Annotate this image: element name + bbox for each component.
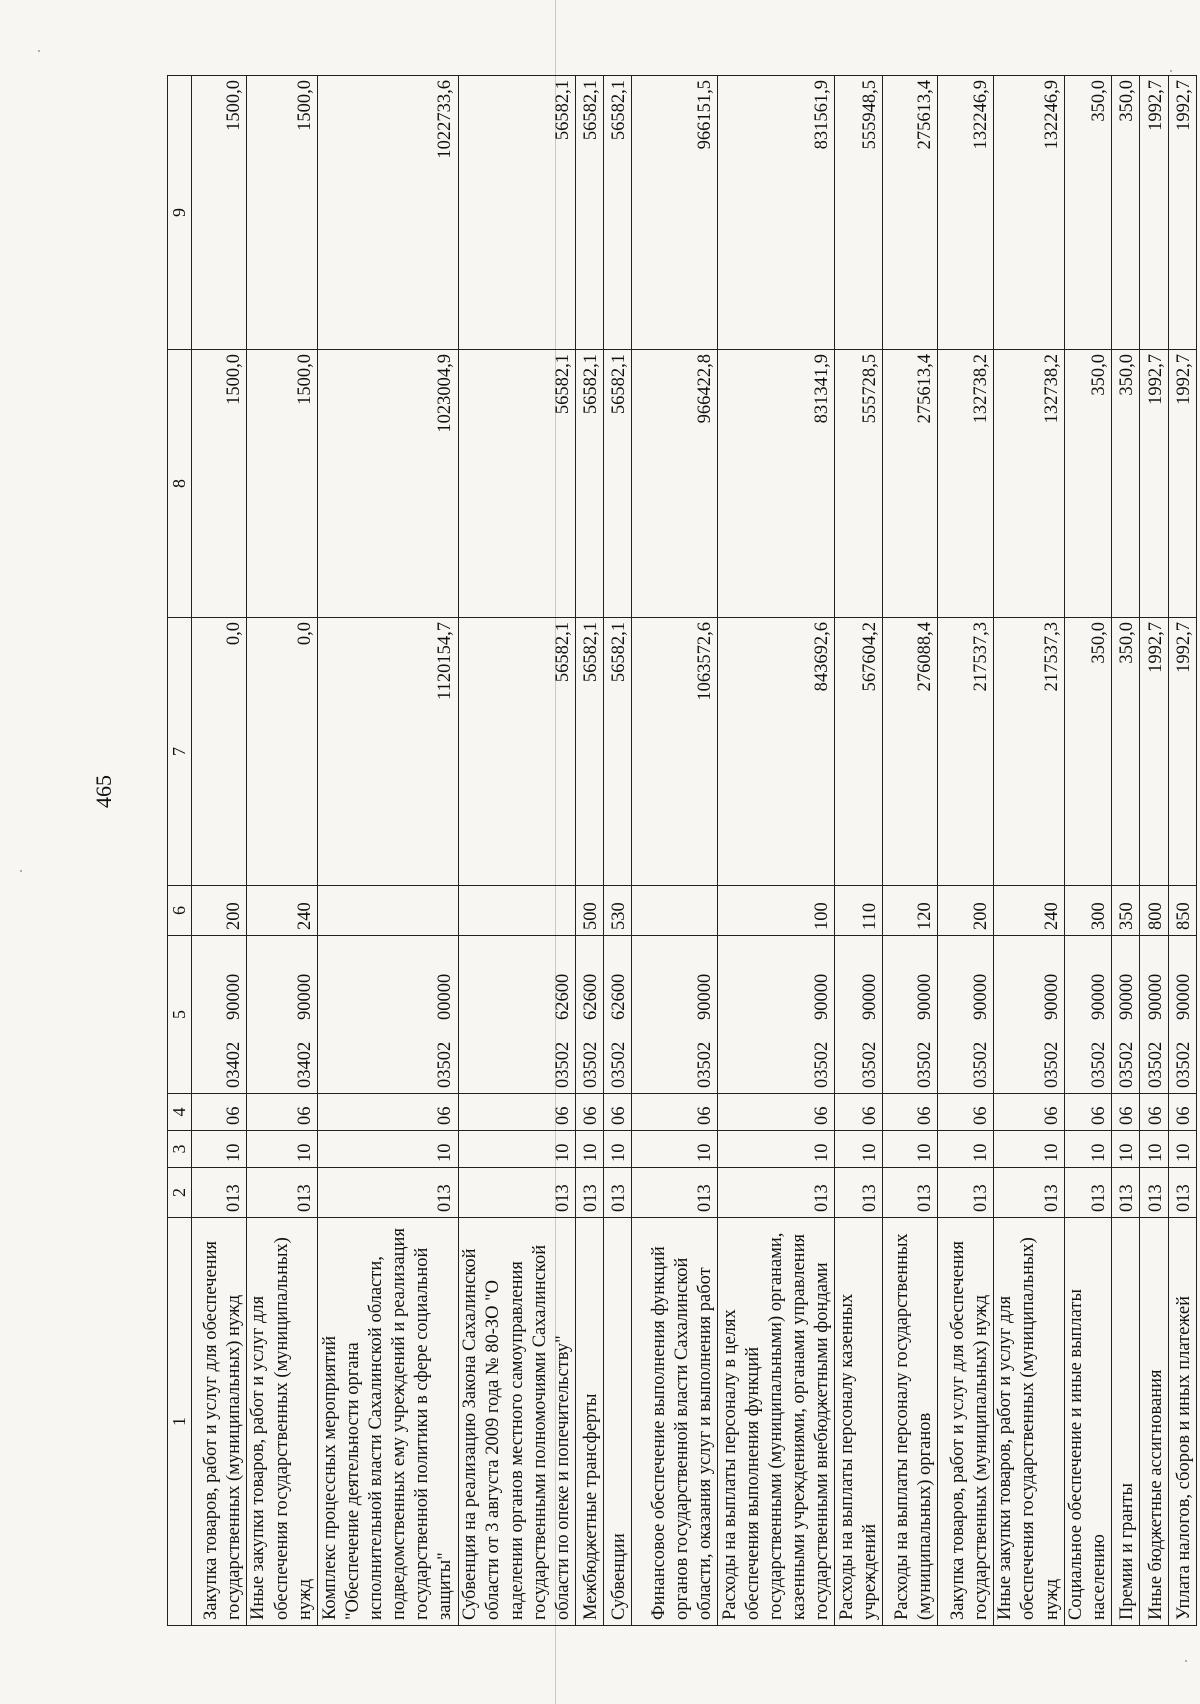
amount-col8-cell: 966422,8 bbox=[632, 350, 718, 618]
table-row bbox=[458, 76, 575, 1626]
target-article-cell bbox=[993, 936, 1064, 1094]
target-article-program-part: 03502 bbox=[609, 1041, 630, 1088]
amount-col7-cell: 276088,4 bbox=[883, 618, 938, 886]
subsection-cell: 06 bbox=[835, 1094, 883, 1131]
target-article-cell bbox=[458, 936, 575, 1094]
table-row bbox=[632, 76, 718, 1626]
amount-col9-cell: 275613,4 bbox=[883, 76, 938, 350]
header-row bbox=[168, 76, 192, 1626]
expense-type-cell: 800 bbox=[1140, 886, 1168, 936]
amount-col7-cell: 1063572,6 bbox=[632, 618, 718, 886]
section-cell: 10 bbox=[835, 1131, 883, 1168]
amount-col8-cell: 1500,0 bbox=[246, 350, 317, 618]
section-cell: 10 bbox=[604, 1131, 632, 1168]
target-article-program-part: 03502 bbox=[915, 1041, 936, 1088]
target-article-cell bbox=[575, 936, 603, 1094]
amount-col7-cell: 567604,2 bbox=[835, 618, 883, 886]
expense-type-cell: 850 bbox=[1168, 886, 1196, 936]
subsection-cell: 06 bbox=[604, 1094, 632, 1131]
column-header-6: 6 bbox=[168, 886, 192, 936]
target-article-direction-part: 90000 bbox=[223, 973, 244, 1020]
amount-col8-cell: 56582,1 bbox=[575, 350, 603, 618]
amount-col8-cell: 1992,7 bbox=[1140, 350, 1168, 618]
amount-col9-cell: 56582,1 bbox=[604, 76, 632, 350]
amount-col8-cell: 1992,7 bbox=[1168, 350, 1196, 618]
amount-col7-cell: 350,0 bbox=[1112, 618, 1140, 886]
subsection-cell: 06 bbox=[575, 1094, 603, 1131]
row-name-cell: Иные бюджетные ассигнования bbox=[1140, 1218, 1168, 1626]
target-article-cell bbox=[1064, 936, 1112, 1094]
target-article-program-part: 03502 bbox=[581, 1041, 602, 1088]
target-article-direction-part: 62600 bbox=[581, 973, 602, 1020]
column-header-8: 8 bbox=[168, 350, 192, 618]
ministry-code-cell: 013 bbox=[317, 1168, 458, 1218]
target-article-direction-part: 90000 bbox=[859, 973, 880, 1020]
amount-col7-cell: 1992,7 bbox=[1140, 618, 1168, 886]
row-name-cell: Расходы на выплаты персоналу казенных учреждений bbox=[835, 1218, 883, 1626]
table-row bbox=[1140, 76, 1168, 1626]
scan-speck bbox=[1185, 1660, 1187, 1662]
table-row bbox=[1064, 76, 1112, 1626]
target-article-program-part: 03502 bbox=[1117, 1041, 1138, 1088]
expense-type-cell: 120 bbox=[883, 886, 938, 936]
row-name-cell: Уплата налогов, сборов и иных платежей bbox=[1168, 1218, 1196, 1626]
row-name-cell: Расходы на выплаты персоналу государственных (муниципальных) органов bbox=[883, 1218, 938, 1626]
section-cell: 10 bbox=[938, 1131, 993, 1168]
target-article-direction-part: 90000 bbox=[1041, 973, 1062, 1020]
amount-col8-cell: 132738,2 bbox=[993, 350, 1064, 618]
target-article-program-part: 03502 bbox=[812, 1041, 833, 1088]
row-name-cell: Закупка товаров, работ и услуг для обеспечения государственных (муниципальных) нужд bbox=[938, 1218, 993, 1626]
table-row bbox=[883, 76, 938, 1626]
target-article-direction-part: 90000 bbox=[1089, 973, 1110, 1020]
amount-col7-cell: 0,0 bbox=[191, 618, 246, 886]
amount-col7-cell: 1120154,7 bbox=[317, 618, 458, 886]
table-row bbox=[317, 76, 458, 1626]
expense-type-cell: 200 bbox=[191, 886, 246, 936]
amount-col8-cell: 56582,1 bbox=[604, 350, 632, 618]
target-article-direction-part: 90000 bbox=[812, 973, 833, 1020]
amount-col8-cell: 555728,5 bbox=[835, 350, 883, 618]
ministry-code-cell: 013 bbox=[1112, 1168, 1140, 1218]
amount-col7-cell: 56582,1 bbox=[604, 618, 632, 886]
scan-speck bbox=[1170, 70, 1172, 72]
subsection-cell: 06 bbox=[246, 1094, 317, 1131]
target-article-direction-part: 90000 bbox=[1173, 973, 1194, 1020]
column-header-2: 2 bbox=[168, 1168, 192, 1218]
target-article-program-part: 03502 bbox=[1089, 1041, 1110, 1088]
column-header-7: 7 bbox=[168, 618, 192, 886]
subsection-cell: 06 bbox=[1112, 1094, 1140, 1131]
section-cell: 10 bbox=[883, 1131, 938, 1168]
column-header-5: 5 bbox=[168, 936, 192, 1094]
target-article-program-part: 03502 bbox=[694, 1041, 715, 1088]
amount-col8-cell: 350,0 bbox=[1112, 350, 1140, 618]
ministry-code-cell: 013 bbox=[1064, 1168, 1112, 1218]
row-name-cell: Субвенция на реализацию Закона Сахалинской области от 3 августа 2009 года № 80-ЗО "О наделении органов местного самоуправления государственными полномочиями Сахалинской области по опеке и попечительству" bbox=[458, 1218, 575, 1626]
subsection-cell: 06 bbox=[718, 1094, 835, 1131]
amount-col9-cell: 350,0 bbox=[1112, 76, 1140, 350]
amount-col8-cell: 831341,9 bbox=[718, 350, 835, 618]
scan-speck bbox=[20, 870, 22, 872]
section-cell: 10 bbox=[632, 1131, 718, 1168]
amount-col9-cell: 1500,0 bbox=[191, 76, 246, 350]
column-header-1: 1 bbox=[168, 1218, 192, 1626]
row-name-cell: Финансовое обеспечение выполнения функций органов государственной власти Сахалинской области, оказания услуг и выполнения работ bbox=[632, 1218, 718, 1626]
section-cell: 10 bbox=[1168, 1131, 1196, 1168]
ministry-code-cell: 013 bbox=[604, 1168, 632, 1218]
table-row bbox=[835, 76, 883, 1626]
ministry-code-cell: 013 bbox=[718, 1168, 835, 1218]
table-row bbox=[993, 76, 1064, 1626]
target-article-cell bbox=[1140, 936, 1168, 1094]
subsection-cell: 06 bbox=[1140, 1094, 1168, 1131]
subsection-cell: 06 bbox=[1064, 1094, 1112, 1131]
budget-table-rotated bbox=[167, 76, 1197, 1626]
section-cell: 10 bbox=[246, 1131, 317, 1168]
row-name-cell: Комплекс процессных мероприятий "Обеспечение деятельности органа исполнительной власти Сахалинской области, подведомственных ему учреждений и реализация государственной политики в сфере социальной защиты" bbox=[317, 1218, 458, 1626]
target-article-direction-part: 62600 bbox=[609, 973, 630, 1020]
table-row bbox=[1112, 76, 1140, 1626]
amount-col7-cell: 217537,3 bbox=[938, 618, 993, 886]
amount-col9-cell: 1992,7 bbox=[1140, 76, 1168, 350]
target-article-direction-part: 90000 bbox=[970, 973, 991, 1020]
amount-col9-cell: 966151,5 bbox=[632, 76, 718, 350]
target-article-program-part: 03502 bbox=[970, 1041, 991, 1088]
section-cell: 10 bbox=[993, 1131, 1064, 1168]
scan-speck bbox=[38, 50, 40, 52]
subsection-cell: 06 bbox=[993, 1094, 1064, 1131]
amount-col7-cell: 0,0 bbox=[246, 618, 317, 886]
expense-type-cell: 350 bbox=[1112, 886, 1140, 936]
subsection-cell: 06 bbox=[191, 1094, 246, 1131]
target-article-cell bbox=[718, 936, 835, 1094]
ministry-code-cell: 013 bbox=[835, 1168, 883, 1218]
ministry-code-cell: 013 bbox=[575, 1168, 603, 1218]
table-body bbox=[191, 76, 1197, 1626]
row-name-cell: Премии и гранты bbox=[1112, 1218, 1140, 1626]
row-name-cell: Закупка товаров, работ и услуг для обеспечения государственных (муниципальных) нужд bbox=[191, 1218, 246, 1626]
target-article-cell bbox=[632, 936, 718, 1094]
amount-col9-cell: 132246,9 bbox=[993, 76, 1064, 350]
column-header-4: 4 bbox=[168, 1094, 192, 1131]
amount-col8-cell: 350,0 bbox=[1064, 350, 1112, 618]
expense-type-cell bbox=[632, 886, 718, 936]
section-cell: 10 bbox=[317, 1131, 458, 1168]
subsection-cell: 06 bbox=[317, 1094, 458, 1131]
amount-col8-cell: 275613,4 bbox=[883, 350, 938, 618]
section-cell: 10 bbox=[1140, 1131, 1168, 1168]
amount-col7-cell: 350,0 bbox=[1064, 618, 1112, 886]
amount-col9-cell: 56582,1 bbox=[575, 76, 603, 350]
expense-type-cell: 100 bbox=[718, 886, 835, 936]
section-cell: 10 bbox=[191, 1131, 246, 1168]
ministry-code-cell: 013 bbox=[632, 1168, 718, 1218]
budget-table bbox=[167, 75, 1197, 1626]
subsection-cell: 06 bbox=[458, 1094, 575, 1131]
expense-type-cell: 200 bbox=[938, 886, 993, 936]
target-article-cell bbox=[191, 936, 246, 1094]
ministry-code-cell: 013 bbox=[191, 1168, 246, 1218]
row-name-cell: Иные закупки товаров, работ и услуг для обеспечения государственных (муниципальных) нужд bbox=[246, 1218, 317, 1626]
amount-col7-cell: 56582,1 bbox=[458, 618, 575, 886]
target-article-cell bbox=[317, 936, 458, 1094]
amount-col9-cell: 831561,9 bbox=[718, 76, 835, 350]
table-row bbox=[718, 76, 835, 1626]
target-article-cell bbox=[938, 936, 993, 1094]
column-header-9: 9 bbox=[168, 76, 192, 350]
ministry-code-cell: 013 bbox=[1140, 1168, 1168, 1218]
amount-col8-cell: 56582,1 bbox=[458, 350, 575, 618]
target-article-program-part: 03502 bbox=[435, 1041, 456, 1088]
row-name-cell: Субвенции bbox=[604, 1218, 632, 1626]
section-cell: 10 bbox=[1112, 1131, 1140, 1168]
subsection-cell: 06 bbox=[1168, 1094, 1196, 1131]
table-row bbox=[938, 76, 993, 1626]
target-article-program-part: 03502 bbox=[1173, 1041, 1194, 1088]
row-name-cell: Социальное обеспечение и иные выплаты населению bbox=[1064, 1218, 1112, 1626]
ministry-code-cell: 013 bbox=[993, 1168, 1064, 1218]
expense-type-cell bbox=[458, 886, 575, 936]
subsection-cell: 06 bbox=[883, 1094, 938, 1131]
table-row bbox=[604, 76, 632, 1626]
target-article-program-part: 03502 bbox=[552, 1041, 573, 1088]
expense-type-cell bbox=[317, 886, 458, 936]
column-header-3: 3 bbox=[168, 1131, 192, 1168]
amount-col8-cell: 132738,2 bbox=[938, 350, 993, 618]
target-article-cell bbox=[835, 936, 883, 1094]
section-cell: 10 bbox=[575, 1131, 603, 1168]
amount-col9-cell: 555948,5 bbox=[835, 76, 883, 350]
target-article-program-part: 03502 bbox=[859, 1041, 880, 1088]
table-row bbox=[246, 76, 317, 1626]
expense-type-cell: 530 bbox=[604, 886, 632, 936]
table-row bbox=[575, 76, 603, 1626]
target-article-direction-part: 90000 bbox=[294, 973, 315, 1020]
subsection-cell: 06 bbox=[632, 1094, 718, 1131]
target-article-direction-part: 90000 bbox=[1145, 973, 1166, 1020]
ministry-code-cell: 013 bbox=[883, 1168, 938, 1218]
page-number: 465 bbox=[91, 775, 116, 808]
target-article-program-part: 03402 bbox=[294, 1041, 315, 1088]
amount-col8-cell: 1500,0 bbox=[191, 350, 246, 618]
table-row bbox=[1168, 76, 1196, 1626]
target-article-direction-part: 90000 bbox=[694, 973, 715, 1020]
target-article-cell bbox=[246, 936, 317, 1094]
ministry-code-cell: 013 bbox=[938, 1168, 993, 1218]
row-name-cell: Межбюджетные трансферты bbox=[575, 1218, 603, 1626]
ministry-code-cell: 013 bbox=[458, 1168, 575, 1218]
target-article-cell bbox=[883, 936, 938, 1094]
target-article-direction-part: 90000 bbox=[1117, 973, 1138, 1020]
amount-col9-cell: 1992,7 bbox=[1168, 76, 1196, 350]
row-name-cell: Иные закупки товаров, работ и услуг для обеспечения государственных (муниципальных) нужд bbox=[993, 1218, 1064, 1626]
section-cell: 10 bbox=[718, 1131, 835, 1168]
amount-col9-cell: 1022733,6 bbox=[317, 76, 458, 350]
amount-col9-cell: 1500,0 bbox=[246, 76, 317, 350]
section-cell: 10 bbox=[458, 1131, 575, 1168]
ministry-code-cell: 013 bbox=[1168, 1168, 1196, 1218]
target-article-cell bbox=[604, 936, 632, 1094]
target-article-program-part: 03502 bbox=[1041, 1041, 1062, 1088]
target-article-cell bbox=[1168, 936, 1196, 1094]
amount-col9-cell: 56582,1 bbox=[458, 76, 575, 350]
amount-col9-cell: 350,0 bbox=[1064, 76, 1112, 350]
expense-type-cell: 500 bbox=[575, 886, 603, 936]
expense-type-cell: 300 bbox=[1064, 886, 1112, 936]
amount-col7-cell: 217537,3 bbox=[993, 618, 1064, 886]
expense-type-cell: 240 bbox=[246, 886, 317, 936]
amount-col8-cell: 1023004,9 bbox=[317, 350, 458, 618]
target-article-cell bbox=[1112, 936, 1140, 1094]
target-article-direction-part: 90000 bbox=[915, 973, 936, 1020]
row-name-cell: Расходы на выплаты персоналу в целях обеспечения выполнения функций государственными (муниципальными) органами, казенными учреждениями, органами управления государственными внебюджетными фондами bbox=[718, 1218, 835, 1626]
section-cell: 10 bbox=[1064, 1131, 1112, 1168]
target-article-direction-part: 00000 bbox=[435, 973, 456, 1020]
target-article-direction-part: 62600 bbox=[552, 973, 573, 1020]
target-article-program-part: 03402 bbox=[223, 1041, 244, 1088]
amount-col7-cell: 1992,7 bbox=[1168, 618, 1196, 886]
subsection-cell: 06 bbox=[938, 1094, 993, 1131]
ministry-code-cell: 013 bbox=[246, 1168, 317, 1218]
expense-type-cell: 110 bbox=[835, 886, 883, 936]
expense-type-cell: 240 bbox=[993, 886, 1064, 936]
table-row bbox=[191, 76, 246, 1626]
amount-col9-cell: 132246,9 bbox=[938, 76, 993, 350]
target-article-program-part: 03502 bbox=[1145, 1041, 1166, 1088]
amount-col7-cell: 843692,6 bbox=[718, 618, 835, 886]
amount-col7-cell: 56582,1 bbox=[575, 618, 603, 886]
